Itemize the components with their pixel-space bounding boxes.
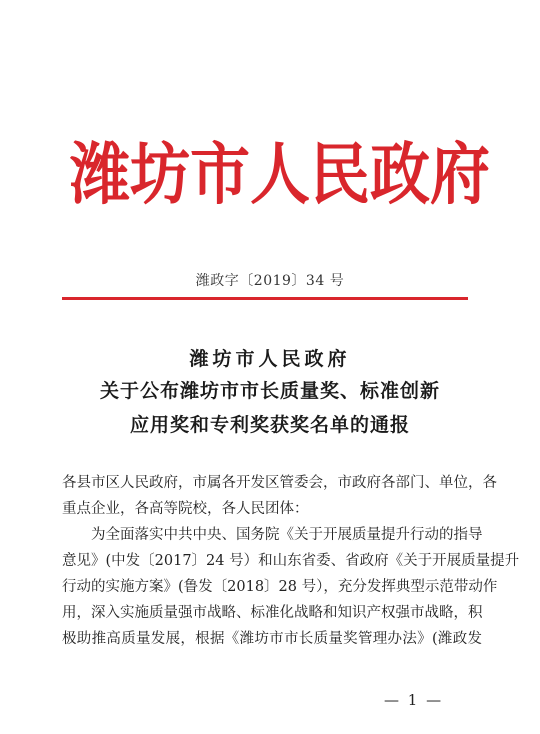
salutation-line: 重点企业，各高等院校，各人民团体：: [62, 501, 309, 517]
masthead-character: 潍: [70, 135, 130, 215]
title-line-2: 关于公布潍坊市市长质量奖、标准创新: [99, 380, 440, 402]
salutation-line: 各县市区人民政府，市属各开发区管委会，市政府各部门、单位，各: [62, 475, 497, 491]
masthead-character: 政: [370, 135, 430, 215]
document-number: 潍政字〔2019〕34 号: [195, 273, 345, 289]
paragraph-line: 行动的实施方案》(鲁发〔2018〕28 号），充分发挥典型示范带动作: [62, 579, 498, 595]
salutation: [62, 470, 497, 522]
paragraph-line: 意见》(中发〔2017〕24 号）和山东省委、省政府《关于开展质量提升: [62, 553, 520, 569]
red-divider-line: [62, 297, 468, 300]
masthead-character: 市: [190, 135, 250, 215]
masthead-character: 坊: [130, 135, 190, 215]
paragraph-line: 为全面落实中共中央、国务院《关于开展质量提升行动的指导: [62, 527, 483, 543]
page-number: — 1 —: [384, 691, 444, 709]
masthead-character: 人: [250, 135, 310, 215]
paragraph-line: 极助推高质量发展，根据《潍坊市市长质量奖管理办法》(潍政发: [62, 631, 482, 647]
title-line-3: 应用奖和专利奖获奖名单的通报: [129, 414, 410, 436]
paragraph-line: 用，深入实施质量强市战略、标准化战略和知识产权强市战略，积: [62, 605, 483, 621]
masthead-issuer-title: [70, 135, 490, 215]
title-line-1: 潍坊市人民政府: [189, 348, 351, 370]
masthead-character: 民: [310, 135, 370, 215]
masthead-character: 府: [430, 135, 490, 215]
body-paragraph: [62, 522, 520, 652]
